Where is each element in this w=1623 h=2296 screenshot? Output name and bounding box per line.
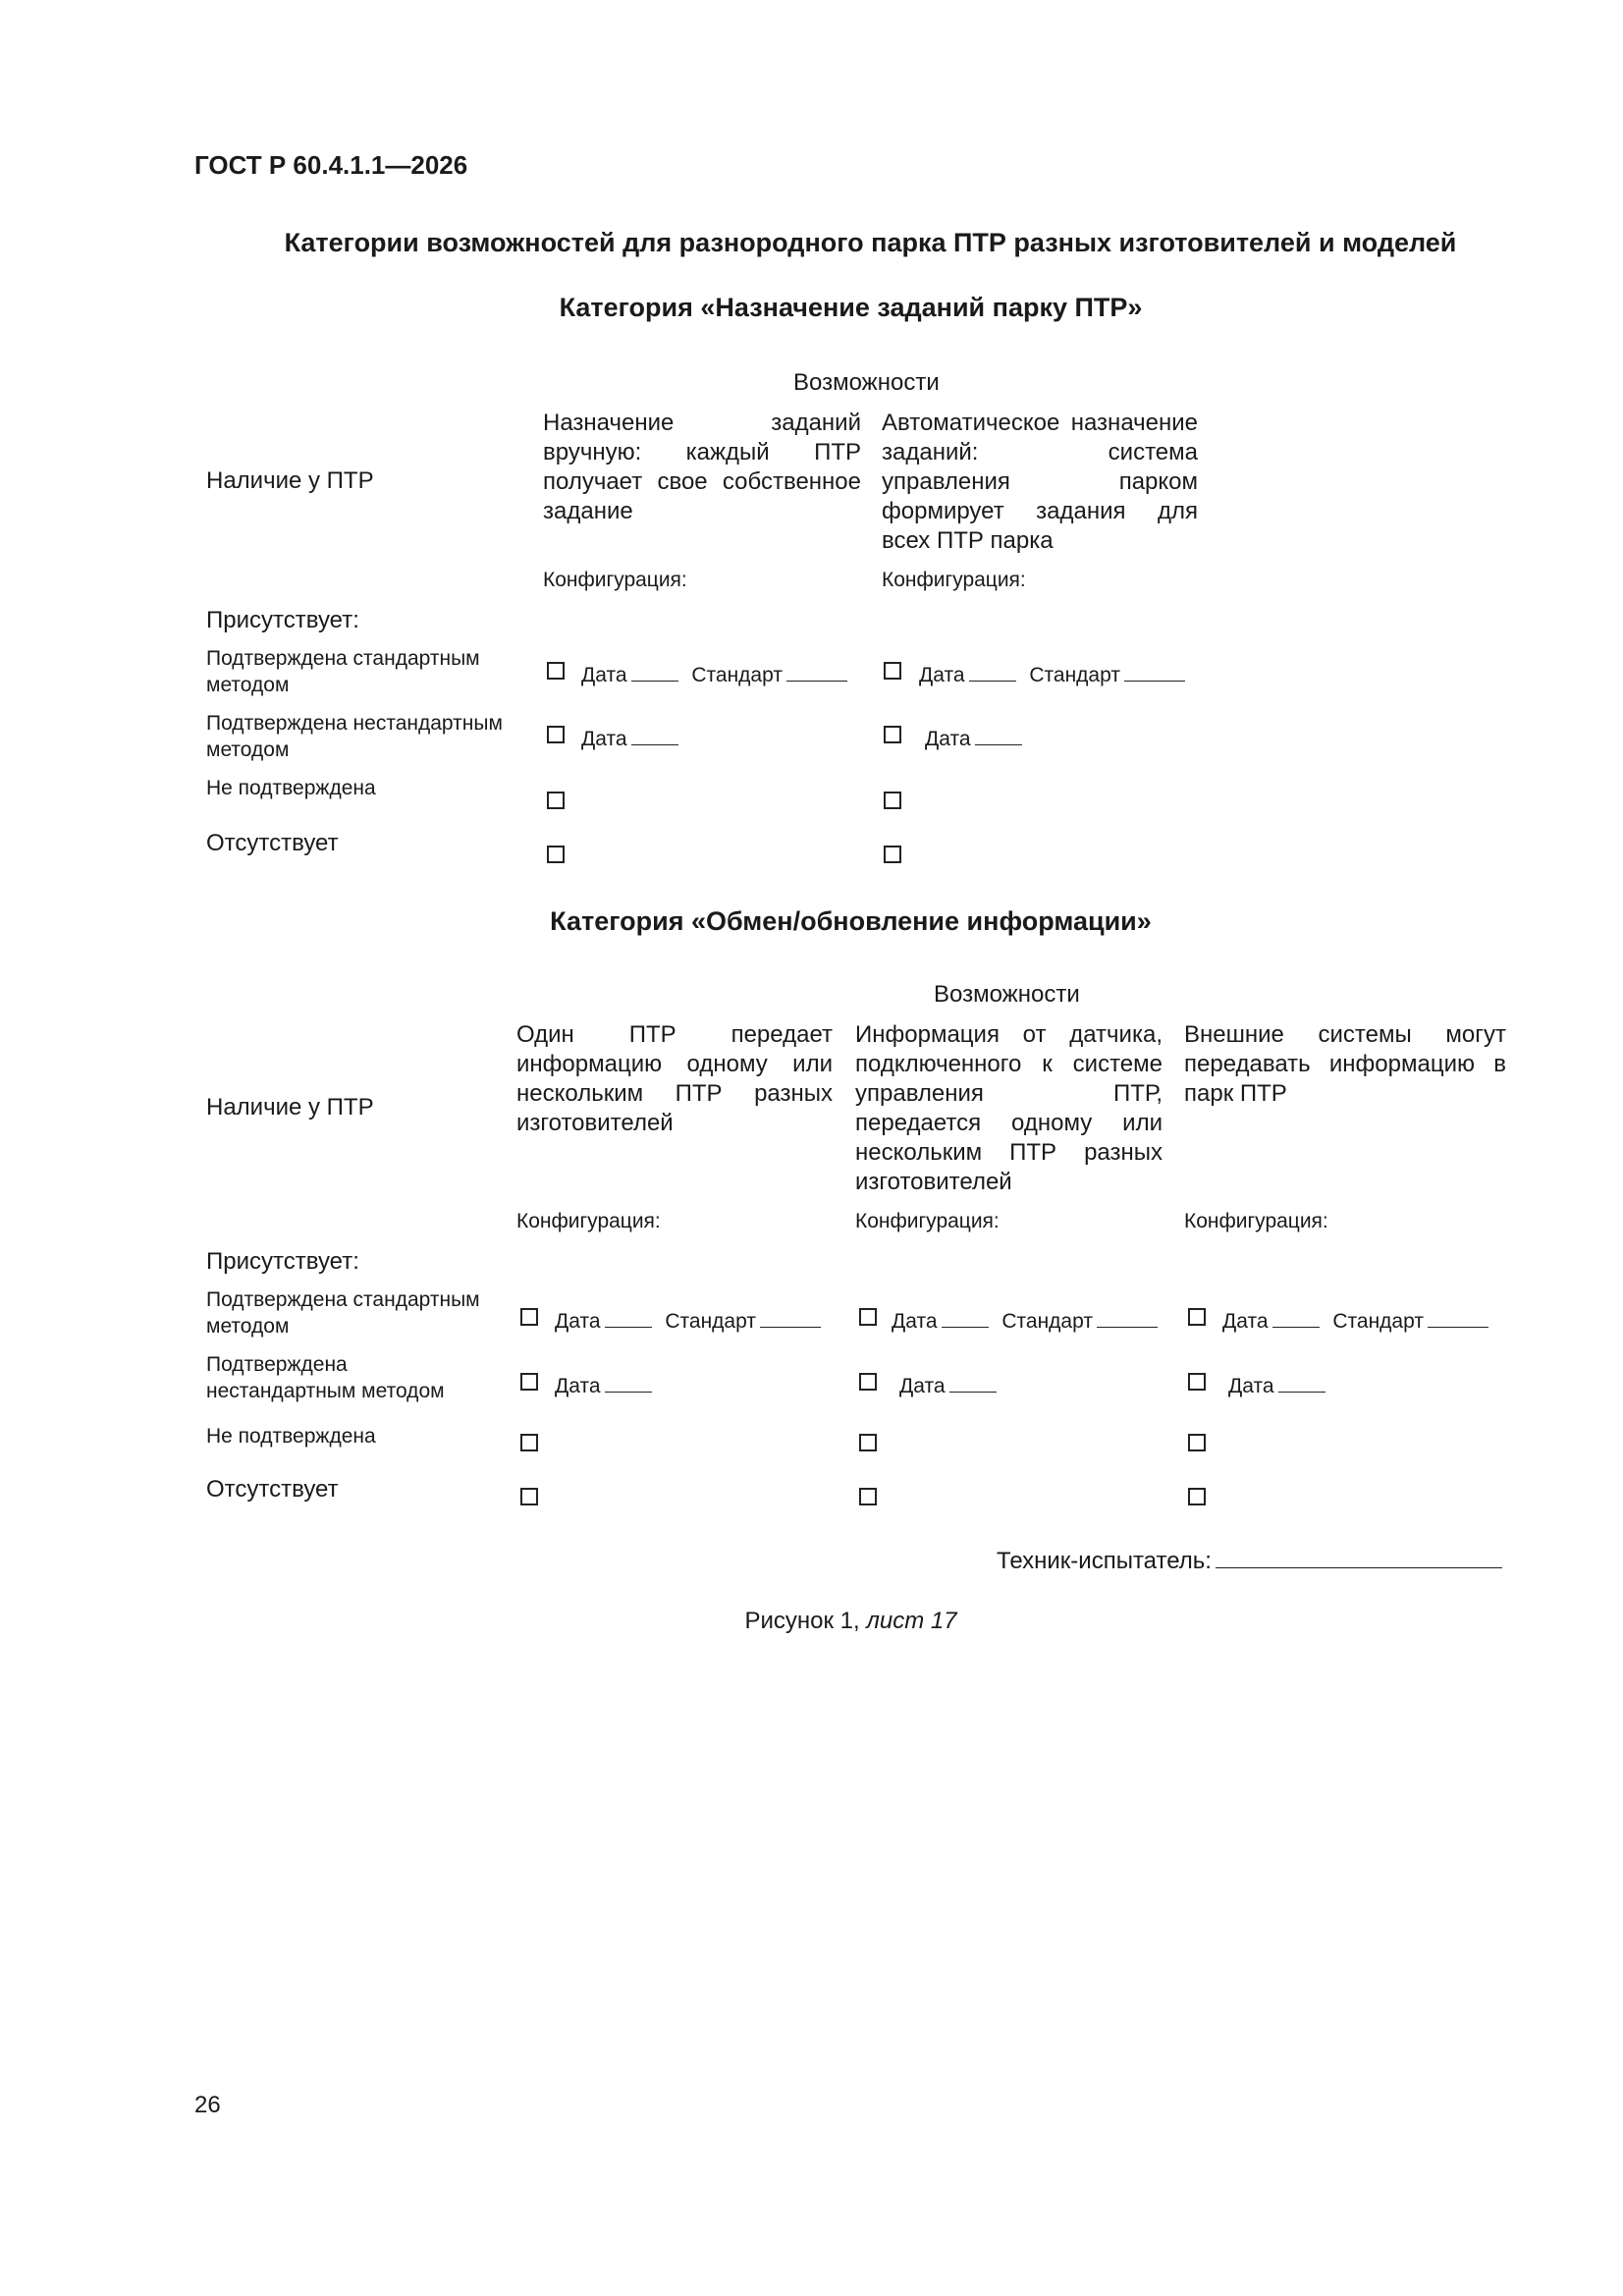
s2-c1-std-standard-label: Стандарт [665, 1310, 756, 1333]
section2-col3-caption: Внешние системы могут передавать информацию в парк ПТР [1184, 1021, 1506, 1107]
section1-row-not-confirmed-label: Не подтверждена [206, 777, 376, 799]
s2-c3-std-standard-label: Стандарт [1332, 1310, 1424, 1333]
s2-c2-nonstd-date-label: Дата [899, 1375, 946, 1397]
s1-c2-nonstd-date-label: Дата [925, 728, 971, 750]
section1-col2-config-label: Конфигурация: [882, 569, 1026, 591]
figure-caption [39, 1608, 1623, 1635]
s2-c1-nonstd-date-label: Дата [555, 1375, 601, 1397]
s2-c1-absent-checkbox[interactable] [520, 1488, 538, 1505]
section1-title: Категория «Назначение заданий парку ПТР» [559, 293, 1143, 322]
section2-col2-caption: Информация от датчика, подключенного к системе управления ПТР, передается одному или нескольким ПТР разных изготовителей [855, 1021, 1163, 1195]
section2-col2-config-label: Конфигурация: [855, 1210, 1000, 1232]
page-number: 26 [194, 2092, 221, 2118]
section2-row-absent-label: Отсутствует [206, 1476, 339, 1503]
s2-c1-std-date-label: Дата [555, 1310, 601, 1333]
section1-row-absent-label: Отсутствует [206, 830, 339, 856]
document-code: ГОСТ Р 60.4.1.1—2026 [194, 150, 468, 180]
s2-c1-nonstd-date-field[interactable] [605, 1374, 652, 1393]
s2-c1-std-date-field[interactable] [605, 1309, 652, 1328]
figure-caption-sheet: лист 17 [866, 1608, 957, 1634]
section1-capabilities-label: Возможности [793, 369, 940, 396]
section2-row-std-label: Подтверждена стандартным методом [206, 1288, 480, 1338]
s1-c1-nonstd-checkbox[interactable] [547, 726, 565, 743]
s1-c1-std-standard-field[interactable] [786, 663, 847, 682]
s1-c2-std-standard-label: Стандарт [1029, 664, 1120, 686]
s2-c3-nonstd-checkbox[interactable] [1188, 1373, 1206, 1391]
s1-c1-std-date-field[interactable] [631, 663, 678, 682]
section2-row-not-confirmed-label: Не подтверждена [206, 1425, 376, 1448]
section1-row-std-label: Подтверждена стандартным методом [206, 647, 480, 696]
section2-present-label: Присутствует: [206, 1248, 359, 1275]
s1-c2-nonstd-checkbox[interactable] [884, 726, 901, 743]
section1-present-label: Присутствует: [206, 607, 359, 633]
section1-col2-caption: Автоматическое назначение заданий: система управления парком формирует задания для всех ПТР парка [882, 410, 1198, 554]
figure-caption-main: Рисунок 1, [744, 1608, 860, 1634]
s2-c2-absent-checkbox[interactable] [859, 1488, 877, 1505]
section2-title: Категория «Обмен/обновление информации» [550, 906, 1152, 936]
s1-c1-std-checkbox[interactable] [547, 662, 565, 680]
s1-c1-not-confirmed-checkbox[interactable] [547, 792, 565, 809]
s2-c1-not-confirmed-checkbox[interactable] [520, 1434, 538, 1451]
s2-c2-nonstd-checkbox[interactable] [859, 1373, 877, 1391]
s1-c1-absent-checkbox[interactable] [547, 846, 565, 863]
s1-c2-not-confirmed-checkbox[interactable] [884, 792, 901, 809]
s2-c1-nonstd-checkbox[interactable] [520, 1373, 538, 1391]
section2-col1-config-label: Конфигурация: [516, 1210, 661, 1232]
s1-c1-nonstd-date-label: Дата [581, 728, 627, 750]
s2-c3-absent-checkbox[interactable] [1188, 1488, 1206, 1505]
s1-c1-std-standard-label: Стандарт [691, 664, 783, 686]
section2-col3-config-label: Конфигурация: [1184, 1210, 1328, 1232]
s1-c1-std-date-label: Дата [581, 664, 627, 686]
section2-row-header: Наличие у ПТР [206, 1094, 374, 1121]
s2-c3-nonstd-date-label: Дата [1228, 1375, 1274, 1397]
s2-c3-not-confirmed-checkbox[interactable] [1188, 1434, 1206, 1451]
signature-label: Техник-испытатель: [997, 1548, 1212, 1574]
s2-c2-std-checkbox[interactable] [859, 1308, 877, 1326]
s1-c1-nonstd-date-field[interactable] [631, 727, 678, 745]
s2-c3-nonstd-date-field[interactable] [1278, 1374, 1325, 1393]
s2-c2-std-date-label: Дата [892, 1310, 938, 1333]
s2-c3-std-date-field[interactable] [1272, 1309, 1320, 1328]
section1-row-nonstd-label: Подтверждена нестандартным методом [206, 712, 503, 761]
section2-col1-caption: Один ПТР передает информацию одному или нескольким ПТР разных изготовителей [516, 1021, 833, 1136]
s2-c2-nonstd-date-field[interactable] [949, 1374, 997, 1393]
main-title: Категории возможностей для разнородного парка ПТР разных изготовителей и моделей [284, 228, 1457, 257]
s2-c1-std-standard-field[interactable] [760, 1309, 821, 1328]
s2-c3-std-date-label: Дата [1222, 1310, 1269, 1333]
s2-c2-std-standard-label: Стандарт [1001, 1310, 1093, 1333]
s1-c2-absent-checkbox[interactable] [884, 846, 901, 863]
section2-capabilities-label: Возможности [934, 981, 1080, 1008]
section1-row-header: Наличие у ПТР [206, 467, 374, 494]
section1-col1-config-label: Конфигурация: [543, 569, 687, 591]
s1-c2-std-date-field[interactable] [969, 663, 1016, 682]
s1-c2-nonstd-date-field[interactable] [975, 727, 1022, 745]
s2-c3-std-checkbox[interactable] [1188, 1308, 1206, 1326]
s1-c2-std-checkbox[interactable] [884, 662, 901, 680]
s1-c2-std-standard-field[interactable] [1124, 663, 1185, 682]
s2-c2-not-confirmed-checkbox[interactable] [859, 1434, 877, 1451]
s1-c2-std-date-label: Дата [919, 664, 965, 686]
signature-field[interactable] [1216, 1546, 1502, 1568]
s2-c1-std-checkbox[interactable] [520, 1308, 538, 1326]
s2-c2-std-date-field[interactable] [942, 1309, 989, 1328]
section1-col1-caption: Назначение заданий вручную: каждый ПТР получает свое собственное задание [543, 410, 861, 524]
s2-c2-std-standard-field[interactable] [1097, 1309, 1158, 1328]
section2-row-nonstd-label: Подтверждена нестандартным методом [206, 1353, 445, 1402]
s2-c3-std-standard-field[interactable] [1428, 1309, 1488, 1328]
